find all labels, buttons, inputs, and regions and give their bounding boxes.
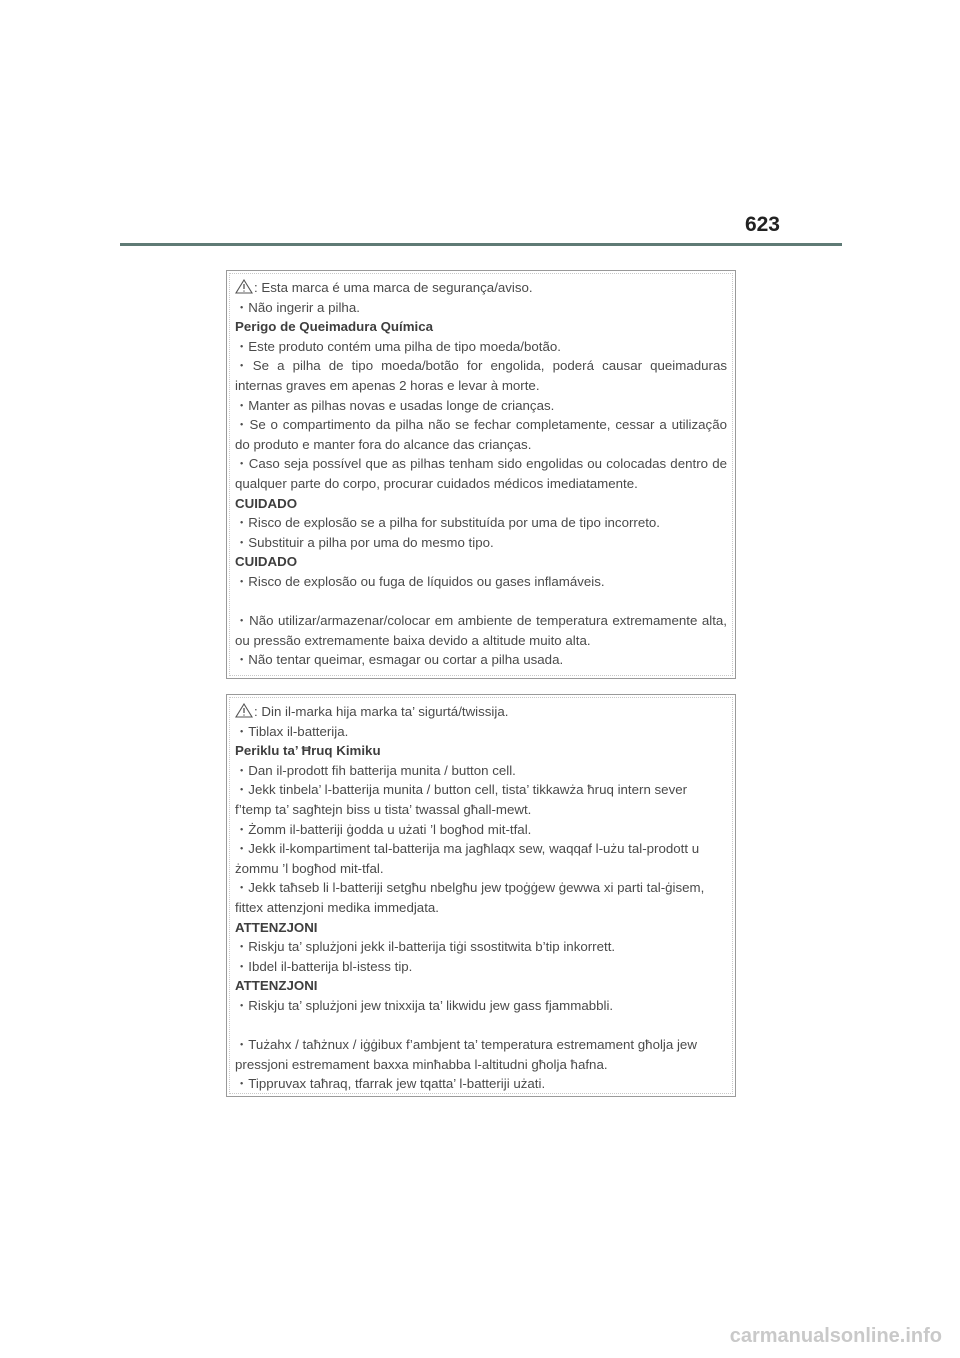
text-line bbox=[235, 1074, 727, 1094]
text-line bbox=[235, 376, 727, 396]
line-text: : Din il-marka hija marka ta’ sigurtá/twissija. bbox=[254, 704, 509, 719]
line-text: ・Risco de explosão se a pilha for substituída por uma de tipo incorreto. bbox=[235, 515, 660, 531]
line-text: ・Tippruvax taħraq, tfarrak jew tqatta’ l-batteriji użati. bbox=[235, 1076, 546, 1092]
text-line bbox=[235, 780, 727, 800]
warning-box-portuguese bbox=[226, 270, 736, 679]
header-rule bbox=[120, 243, 842, 246]
text-line bbox=[235, 650, 727, 670]
line-text: ・Risco de explosão ou fuga de líquidos ou gases inflamáveis. bbox=[235, 573, 605, 589]
section-heading bbox=[235, 918, 727, 938]
text-line bbox=[235, 839, 727, 859]
line-text: qualquer parte do corpo, procurar cuidados médicos imediatamente. bbox=[235, 475, 638, 491]
text-line bbox=[235, 878, 727, 898]
legend-line bbox=[235, 278, 727, 298]
text-line bbox=[235, 356, 727, 376]
text-line bbox=[235, 415, 727, 435]
line-text: ・Jekk tinbela’ l-batterija munita / button cell, tista’ tikkawża ħruq intern sever bbox=[235, 782, 688, 798]
text-line bbox=[235, 898, 727, 918]
line-text: ・Não ingerir a pilha. bbox=[235, 299, 360, 315]
text-line bbox=[235, 937, 727, 957]
line-text: ・Manter as pilhas novas e usadas longe de crianças. bbox=[235, 397, 555, 413]
line-text: ・Tiblax il-batterija. bbox=[235, 723, 349, 739]
warning-box-maltese bbox=[226, 694, 736, 1097]
text-line bbox=[235, 761, 727, 781]
text-line bbox=[235, 533, 727, 553]
line-text: ・Se o compartimento da pilha não se fechar completamente, cessar a utilização bbox=[235, 417, 727, 433]
text-line bbox=[235, 859, 727, 879]
text-line bbox=[235, 298, 727, 318]
line-text: ・Jekk il-kompartiment tal-batterija ma jagħlaqx sew, waqqaf l-użu tal-prodott u bbox=[235, 841, 700, 857]
text-line bbox=[235, 337, 727, 357]
section-heading bbox=[235, 494, 727, 514]
line-text: pressjoni estremament baxxa minħabba l-altitudni għolja ħafna. bbox=[235, 1056, 608, 1072]
section-heading bbox=[235, 317, 727, 337]
line-text: ・Não tentar queimar, esmagar ou cortar a pilha usada. bbox=[235, 652, 564, 668]
line-text: ・Jekk taħseb li l-batteriji setgħu nbelgħu jew tpoġġew ġewwa xi parti tal-ġisem, bbox=[235, 880, 705, 896]
line-text: ・Dan il-prodott fih batterija munita / button cell. bbox=[235, 762, 516, 778]
line-text: ・Riskju ta’ splużjoni jew tnixxija ta’ likwidu jew gass fjammabbli. bbox=[235, 997, 614, 1013]
warning-triangle-icon bbox=[235, 703, 253, 718]
line-text: ・Tużahx / taħżnux / iġġibux f’ambjent ta’ temperatura estremament għolja jew bbox=[235, 1037, 697, 1053]
warning-triangle-icon bbox=[235, 279, 253, 294]
line-text: CUIDADO bbox=[235, 554, 298, 570]
blank-line bbox=[235, 592, 727, 612]
line-text: ・Substituir a pilha por uma do mesmo tipo. bbox=[235, 534, 494, 550]
text-line bbox=[235, 611, 727, 631]
page-number: 623 bbox=[744, 213, 780, 236]
line-text: : Esta marca é uma marca de segurança/aviso. bbox=[254, 280, 533, 295]
line-text: ・Riskju ta’ splużjoni jekk il-batterija tiġi ssostitwita b’tip inkorrett. bbox=[235, 939, 616, 955]
text-line bbox=[235, 996, 727, 1016]
line-text: internas graves em apenas 2 horas e levar à morte. bbox=[235, 377, 540, 393]
text-line bbox=[235, 631, 727, 651]
text-line bbox=[235, 396, 727, 416]
text-line bbox=[235, 722, 727, 742]
line-text: ・Caso seja possível que as pilhas tenham sido engolidas ou colocadas dentro de bbox=[235, 456, 727, 472]
line-text: ・Żomm il-batteriji ġodda u użati ’l bogħod mit-tfal. bbox=[235, 821, 532, 837]
line-text: fittex attenzjoni medika immedjata. bbox=[235, 899, 439, 915]
text-line bbox=[235, 474, 727, 494]
line-text: Perigo de Queimadura Química bbox=[235, 319, 434, 335]
text-line bbox=[235, 572, 727, 592]
line-text: ・Não utilizar/armazenar/colocar em ambiente de temperatura extremamente alta, bbox=[235, 613, 727, 629]
line-text: ou pressão extremamente baixa devido a altitude muito alta. bbox=[235, 632, 591, 648]
section-heading bbox=[235, 976, 727, 996]
line-text: Periklu ta’ Ħruq Kimiku bbox=[235, 743, 381, 759]
blank-line bbox=[235, 1016, 727, 1036]
text-line bbox=[235, 435, 727, 455]
text-line bbox=[235, 1035, 727, 1055]
section-heading bbox=[235, 552, 727, 572]
line-text: f’temp ta’ sagħtejn biss u tista’ twassal għall-mewt. bbox=[235, 801, 532, 817]
text-line bbox=[235, 957, 727, 977]
line-text: ・Este produto contém uma pilha de tipo moeda/botão. bbox=[235, 338, 561, 354]
text-line bbox=[235, 820, 727, 840]
legend-line bbox=[235, 702, 727, 722]
watermark: carmanualsonline.info bbox=[729, 1325, 942, 1347]
text-line bbox=[235, 513, 727, 533]
line-text: ATTENZJONI bbox=[235, 919, 318, 935]
line-text: ・Se a pilha de tipo moeda/botão for engolida, poderá causar queimaduras bbox=[235, 358, 727, 374]
line-text: CUIDADO bbox=[235, 495, 298, 511]
text-line bbox=[235, 800, 727, 820]
text-line bbox=[235, 1055, 727, 1075]
section-heading bbox=[235, 741, 727, 761]
text-line bbox=[235, 454, 727, 474]
line-text: ・Ibdel il-batterija bl-istess tip. bbox=[235, 958, 413, 974]
line-text: żommu ’l bogħod mit-tfal. bbox=[235, 860, 384, 876]
line-text: ATTENZJONI bbox=[235, 978, 318, 994]
line-text: do produto e manter fora do alcance das crianças. bbox=[235, 436, 532, 452]
